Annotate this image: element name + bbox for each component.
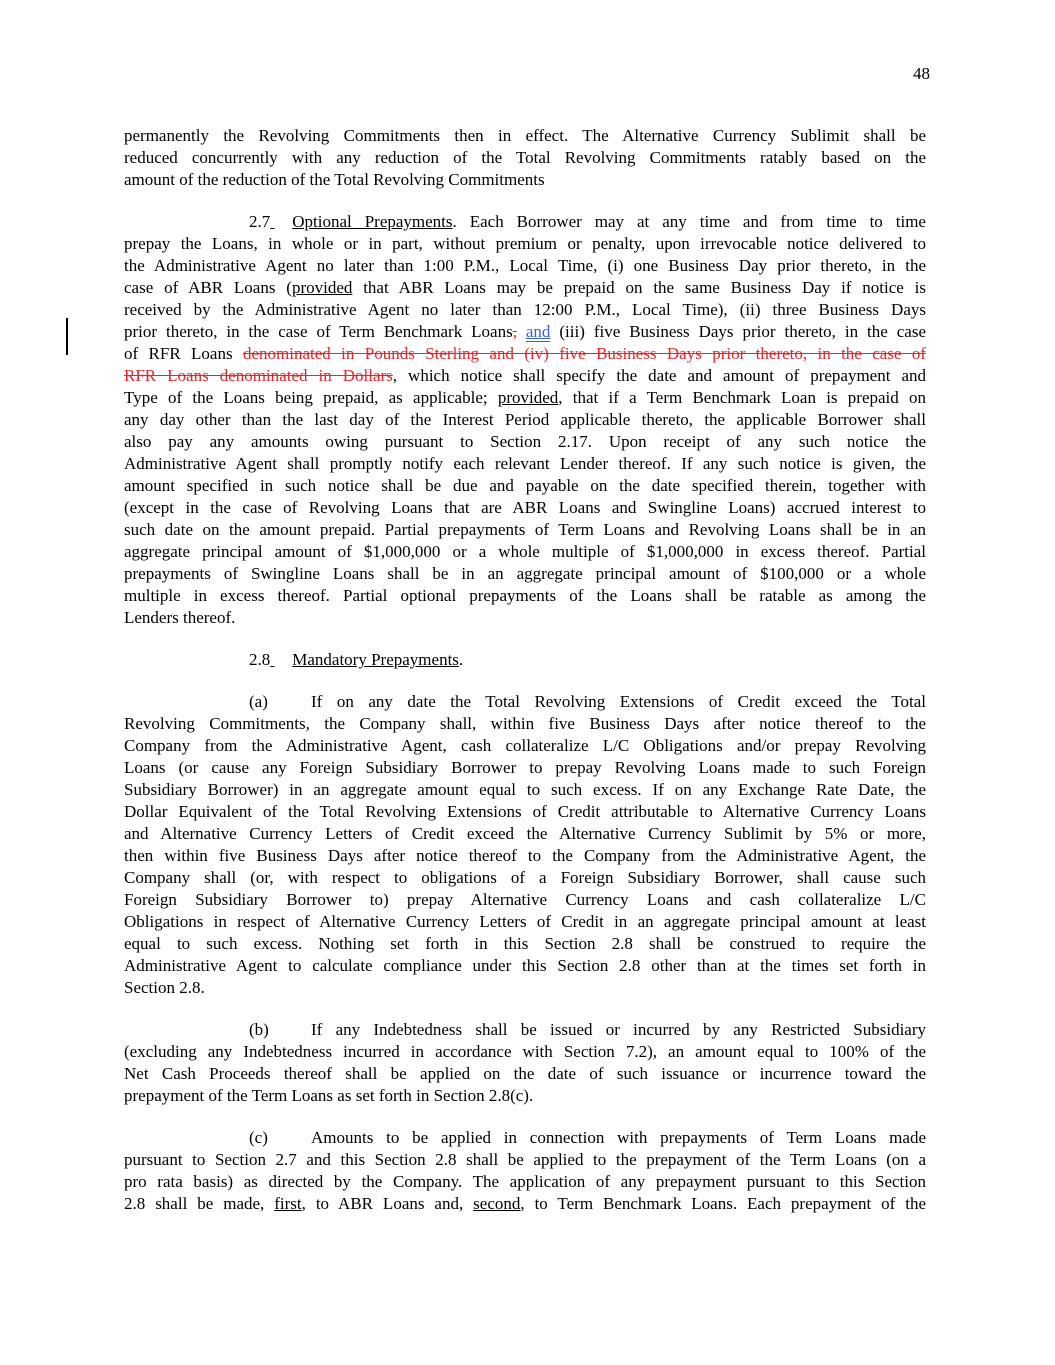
text-line: (except in the case of Revolving Loans that are ABR Loans and Swingline Loans) accrued interest to bbox=[124, 498, 926, 517]
text-line: and Alternative Currency Letters of Credit exceed the Alternative Currency Sublimit by 5% or more, bbox=[124, 824, 926, 843]
text-line bbox=[124, 1193, 926, 1215]
text-run: , that if a Term Benchmark Loan is prepaid on bbox=[558, 388, 926, 407]
text-run: of RFR Loans bbox=[124, 344, 243, 363]
deleted-text: , bbox=[512, 322, 517, 341]
text-line: Administrative Agent to calculate compliance under this Section 2.8 other than at the times set forth in bbox=[124, 956, 926, 975]
change-bar bbox=[66, 318, 68, 355]
text-line: (excluding any Indebtedness incurred in accordance with Section 7.2), an amount equal to 100% of the bbox=[124, 1042, 926, 1061]
text-line: Company from the Administrative Agent, cash collateralize L/C Obligations and/or prepay Revolving bbox=[124, 736, 926, 755]
section-title: Mandatory Prepayments bbox=[292, 650, 459, 669]
text-line: Subsidiary Borrower) in an aggregate amount equal to such excess. If on any Exchange Rate Date, the bbox=[124, 780, 926, 799]
text-line: the Administrative Agent no later than 1:00 P.M., Local Time, (i) one Business Day prior thereto, in the bbox=[124, 256, 926, 275]
section-heading-2-7 bbox=[249, 211, 926, 233]
text-line: Dollar Equivalent of the Total Revolving Extensions of Credit attributable to Alternative Currency Loans bbox=[124, 802, 926, 821]
text-line: equal to such excess. Nothing set forth in this Section 2.8 shall be construed to require the bbox=[124, 934, 926, 953]
text-run: Amounts to be applied in connection with prepayments of Term Loans made bbox=[311, 1128, 926, 1147]
text-line bbox=[124, 321, 926, 343]
text-line: Foreign Subsidiary Borrower to) prepay Alternative Currency Loans and cash collateralize L/C bbox=[124, 890, 926, 909]
defined-term: first bbox=[274, 1194, 302, 1213]
text-line bbox=[124, 387, 926, 409]
text-line: then within five Business Days after notice thereof to the Company from the Administrative Agent, the bbox=[124, 846, 926, 865]
text-run: If on any date the Total Revolving Extensions of Credit exceed the Total bbox=[311, 692, 926, 711]
text-line: Lenders thereof. bbox=[124, 608, 236, 627]
text-run: case of ABR Loans ( bbox=[124, 278, 292, 297]
text-line: prepayment of the Term Loans as set forth in Section 2.8(c). bbox=[124, 1086, 534, 1105]
text-line: Section 2.8. bbox=[124, 978, 205, 997]
defined-term: provided bbox=[497, 388, 559, 407]
text-line: aggregate principal amount of $1,000,000 or a whole multiple of $1,000,000 in excess thereof. Partial bbox=[124, 542, 926, 561]
clause-label: (c) bbox=[249, 1128, 268, 1147]
clause-b-first-line bbox=[249, 1019, 926, 1041]
text-line: pro rata basis) as directed by the Company. The application of any prepayment pursuant to this Section bbox=[124, 1172, 926, 1191]
text-line: prepay the Loans, in whole or in part, without premium or penalty, upon irrevocable notice delivered to bbox=[124, 234, 926, 253]
text-line: received by the Administrative Agent no later than 12:00 P.M., Local Time), (ii) three Business Days bbox=[124, 300, 926, 319]
text-run: , which notice shall specify the date and amount of prepayment and bbox=[392, 366, 926, 385]
tab-leader bbox=[270, 211, 292, 233]
text-run: 2.8 shall be made, bbox=[124, 1194, 275, 1213]
text-line: Administrative Agent shall promptly notify each relevant Lender thereof. If any such notice is given, the bbox=[124, 454, 926, 473]
text-line bbox=[124, 343, 926, 365]
tab-leader bbox=[270, 649, 292, 671]
text-run: If any Indebtedness shall be issued or incurred by any Restricted Subsidiary bbox=[311, 1020, 926, 1039]
text-run: (iii) five Business Days prior thereto, in the case bbox=[550, 322, 926, 341]
text-line bbox=[124, 277, 926, 299]
inserted-text: and bbox=[525, 322, 551, 341]
text-line: multiple in excess thereof. Partial optional prepayments of the Loans shall be ratable as among the bbox=[124, 586, 926, 605]
clause-c-first-line bbox=[249, 1127, 926, 1149]
defined-term: provided bbox=[291, 278, 353, 297]
text-line: Loans (or cause any Foreign Subsidiary Borrower to prepay Revolving Loans made to such Foreign bbox=[124, 758, 926, 777]
clause-label: (b) bbox=[249, 1020, 269, 1039]
page-number: 48 bbox=[913, 64, 930, 83]
deleted-text: denominated in Pounds Sterling and (iv) five Business Days prior thereto, in the case of bbox=[242, 344, 927, 363]
text-run: that ABR Loans may be prepaid on the same Business Day if notice is bbox=[352, 278, 926, 297]
text-line: permanently the Revolving Commitments then in effect. The Alternative Currency Sublimit shall be bbox=[124, 126, 926, 145]
section-number: 2.8 bbox=[249, 650, 271, 669]
text-run: , to Term Benchmark Loans. Each prepayment of the bbox=[520, 1194, 926, 1213]
text-line: Obligations in respect of Alternative Currency Letters of Credit in an aggregate principal amount at least bbox=[124, 912, 926, 931]
text-line: prepayments of Swingline Loans shall be in an aggregate principal amount of $100,000 or a whole bbox=[124, 564, 926, 583]
section-number: 2.7 bbox=[249, 212, 271, 231]
text-line: Net Cash Proceeds thereof shall be applied on the date of such issuance or incurrence toward the bbox=[124, 1064, 926, 1083]
defined-term: second bbox=[473, 1194, 521, 1213]
section-heading-2-8 bbox=[249, 649, 926, 671]
text-line bbox=[124, 365, 926, 387]
clause-label: (a) bbox=[249, 692, 268, 711]
text-run: . Each Borrower may at any time and from time to time bbox=[452, 212, 926, 231]
text-line: pursuant to Section 2.7 and this Section 2.8 shall be applied to the prepayment of the Term Loans (on a bbox=[124, 1150, 926, 1169]
text-line: any day other than the last day of the Interest Period applicable thereto, the applicable Borrower shall bbox=[124, 410, 926, 429]
deleted-text: RFR Loans denominated in Dollars bbox=[124, 366, 393, 385]
text-line: Company shall (or, with respect to obligations of a Foreign Subsidiary Borrower, shall cause such bbox=[124, 868, 926, 887]
text-run: , to ABR Loans and, bbox=[301, 1194, 474, 1213]
text-line: reduced concurrently with any reduction of the Total Revolving Commitments ratably based on the bbox=[124, 148, 926, 167]
text-line: Revolving Commitments, the Company shall, within five Business Days after notice thereof to the bbox=[124, 714, 926, 733]
text-run: . bbox=[458, 650, 464, 669]
text-line: amount of the reduction of the Total Revolving Commitments bbox=[124, 170, 545, 189]
section-title: Optional Prepayments bbox=[292, 212, 453, 231]
text-line: amount specified in such notice shall be due and payable on the date specified therein, together with bbox=[124, 476, 926, 495]
text-run: Type of the Loans being prepaid, as applicable; bbox=[124, 388, 498, 407]
text-line: such date on the amount prepaid. Partial prepayments of Term Loans and Revolving Loans shall be in an bbox=[124, 520, 926, 539]
text-line: also pay any amounts owing pursuant to Section 2.17. Upon receipt of any such notice the bbox=[124, 432, 926, 451]
clause-a-first-line bbox=[249, 691, 926, 713]
text-run: prior thereto, in the case of Term Benchmark Loans bbox=[124, 322, 513, 341]
